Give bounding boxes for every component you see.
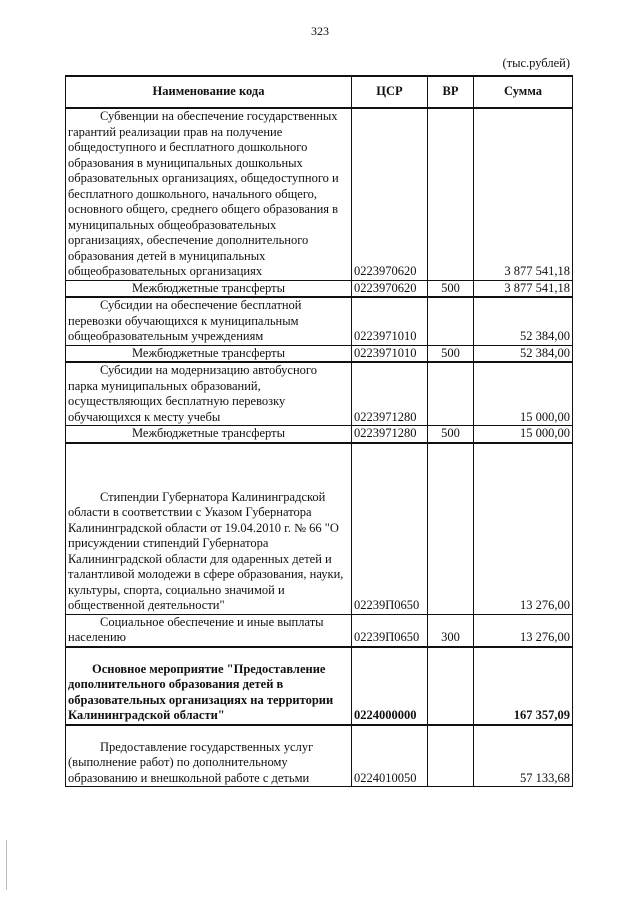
row-name: Межбюджетные трансферты <box>66 426 352 443</box>
row-sum: 3 877 541,18 <box>474 108 573 280</box>
row-name: Субвенции на обеспечение государственных гарантий реализации прав на получение общедоступного и бесплатного дошкольного образования в муниципальных дошкольных образовательных организациях, общедоступного и бесплатного дошкольного, начального общего, основного общего, среднего общего образования в муниципальных общеобразовательных организациях, обеспечение дополнительного образования детей в муниципальных общеобразовательных организациях <box>68 109 339 278</box>
table-row <box>66 443 573 615</box>
row-vr: 500 <box>428 426 474 443</box>
table-header-row <box>66 76 573 108</box>
row-sum: 57 133,68 <box>474 725 573 787</box>
row-sum: 52 384,00 <box>474 345 573 362</box>
table-row <box>66 108 573 280</box>
row-csr: 0223971280 <box>352 426 428 443</box>
row-csr: 0224010050 <box>352 725 428 787</box>
row-vr: 500 <box>428 280 474 297</box>
row-sum: 13 276,00 <box>474 443 573 615</box>
table-row <box>66 280 573 297</box>
page-number: 323 <box>311 24 329 38</box>
row-name: Межбюджетные трансферты <box>66 345 352 362</box>
header-sum: Сумма <box>474 76 573 108</box>
row-vr <box>428 443 474 615</box>
row-vr <box>428 647 474 725</box>
row-name-cell <box>66 725 352 787</box>
row-csr: 02239П0650 <box>352 443 428 615</box>
row-name-cell <box>66 614 352 647</box>
table-row <box>66 614 573 647</box>
row-name: Субсидии на обеспечение бесплатной перевозки обучающихся к муниципальным общеобразовательным учреждениям <box>68 298 302 343</box>
row-sum: 15 000,00 <box>474 426 573 443</box>
row-name: Субсидии на модернизацию автобусного парка муниципальных образований, осуществляющих бесплатную перевозку обучающихся к месту учебы <box>68 363 317 424</box>
row-sum: 52 384,00 <box>474 297 573 345</box>
budget-table <box>65 75 573 787</box>
row-name: Социальное обеспечение и иные выплаты населению <box>68 614 324 644</box>
row-csr: 0223971010 <box>352 297 428 345</box>
table-row <box>66 362 573 426</box>
row-name-cell <box>66 443 352 615</box>
row-vr <box>428 297 474 345</box>
row-vr: 300 <box>428 614 474 647</box>
table-row <box>66 297 573 345</box>
table-row <box>66 345 573 362</box>
row-csr: 0223971010 <box>352 345 428 362</box>
table-row <box>66 426 573 443</box>
row-vr <box>428 108 474 280</box>
row-name-cell <box>66 297 352 345</box>
row-vr <box>428 725 474 787</box>
row-sum: 15 000,00 <box>474 362 573 426</box>
row-sum: 13 276,00 <box>474 614 573 647</box>
header-csr: ЦСР <box>352 76 428 108</box>
row-name: Стипендии Губернатора Калининградской области в соответствии с Указом Губернатора Калининградской области от 19.04.2010 г. № 66 "О присуждении стипендий Губернатора Калининградской области для одаренных детей и талантливой молодежи в сфере образования, науки, культуры, спорта, социально значимой и общественной деятельности" <box>68 489 344 612</box>
row-name-cell <box>66 108 352 280</box>
row-csr: 0224000000 <box>352 647 428 725</box>
scan-margin-mark <box>6 840 7 890</box>
row-csr: 0223970620 <box>352 280 428 297</box>
row-sum: 167 357,09 <box>474 647 573 725</box>
table-row <box>66 647 573 725</box>
units-label: (тыс.рублей) <box>502 56 570 70</box>
header-name: Наименование кода <box>66 76 352 108</box>
row-name: Основное мероприятие "Предоставление дополнительного образования детей в образовательных организациях на территории Калининградской области" <box>68 661 334 722</box>
row-vr <box>428 362 474 426</box>
row-name-cell <box>66 362 352 426</box>
row-csr: 0223971280 <box>352 362 428 426</box>
table-row <box>66 725 573 787</box>
row-name: Предоставление государственных услуг (выполнение работ) по дополнительному образованию и внешкольной работе с детьми <box>68 739 314 785</box>
row-sum: 3 877 541,18 <box>474 280 573 297</box>
row-csr: 02239П0650 <box>352 614 428 647</box>
row-vr: 500 <box>428 345 474 362</box>
row-name-cell <box>66 647 352 725</box>
row-csr: 0223970620 <box>352 108 428 280</box>
header-vr: ВР <box>428 76 474 108</box>
row-name: Межбюджетные трансферты <box>66 280 352 297</box>
